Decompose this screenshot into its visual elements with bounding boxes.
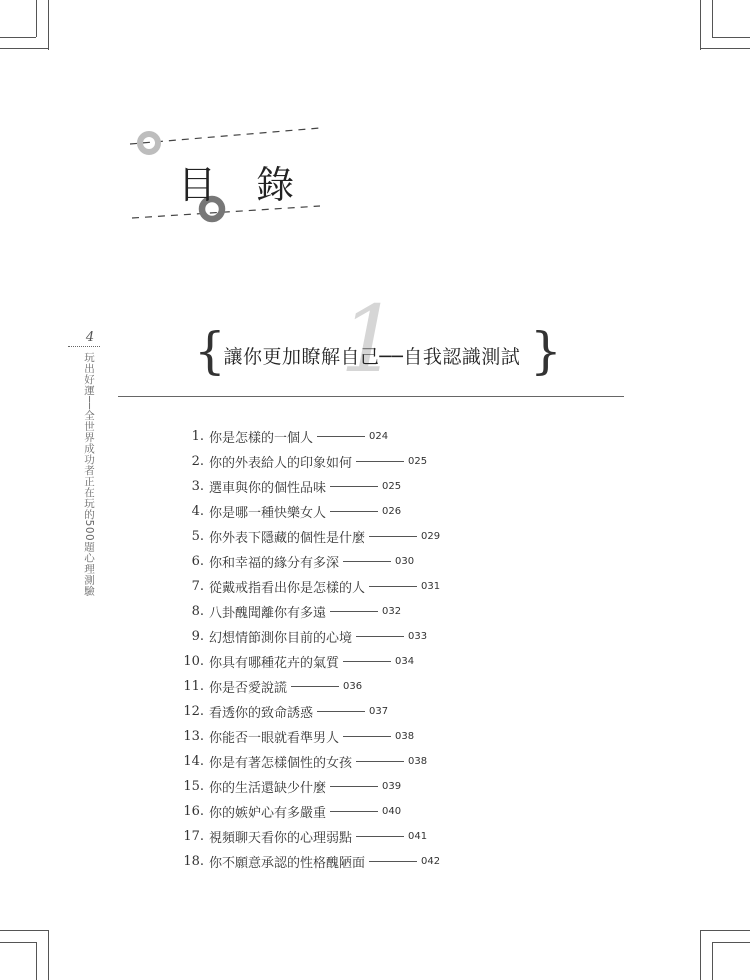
toc-leader-line — [291, 686, 339, 687]
toc-entry — [176, 449, 440, 474]
toc-entry — [176, 624, 440, 649]
toc-entry-page: 037 — [369, 706, 389, 717]
toc-leader-line — [369, 536, 417, 537]
toc-entry-title: 視頻聊天看你的心理弱點 — [209, 831, 353, 846]
toc-entry-title: 八卦醜聞離你有多遠 — [209, 606, 327, 621]
toc-entry — [176, 724, 440, 749]
toc-entry-number: 18. — [183, 854, 204, 869]
page-title: 目 錄 — [178, 163, 309, 207]
toc-entry-number: 2. — [191, 454, 204, 469]
toc-entry-title: 幻想情節測你目前的心境 — [209, 631, 353, 646]
toc-leader-line — [330, 811, 378, 812]
toc-entry — [176, 499, 440, 524]
side-book-title: 玩出好運──全世界成功者正在玩的500題心理測驗 — [83, 352, 95, 597]
toc-entry-number: 6. — [191, 554, 204, 569]
toc-entry-number: 8. — [191, 604, 204, 619]
toc-entry-page: 029 — [421, 531, 441, 542]
toc-entry-number: 14. — [183, 754, 204, 769]
side-dotted-divider — [68, 346, 100, 347]
toc-entry-number: 10. — [183, 654, 204, 669]
toc-entry-number: 13. — [183, 729, 204, 744]
toc-leader-line — [356, 636, 404, 637]
toc-entry-page: 025 — [408, 456, 428, 467]
toc-list — [176, 424, 440, 874]
toc-entry-number: 1. — [191, 429, 204, 444]
toc-entry — [176, 549, 440, 574]
toc-entry — [176, 824, 440, 849]
toc-leader-line — [330, 611, 378, 612]
toc-entry-title: 你不願意承認的性格醜陋面 — [209, 856, 366, 871]
toc-entry — [176, 849, 440, 874]
toc-entry-page: 033 — [408, 631, 428, 642]
toc-entry-page: 039 — [382, 781, 402, 792]
toc-entry-number: 7. — [191, 579, 204, 594]
toc-entry — [176, 674, 440, 699]
toc-entry-title: 你能否一眼就看準男人 — [209, 731, 340, 746]
toc-entry-page: 026 — [382, 506, 402, 517]
toc-entry — [176, 599, 440, 624]
toc-leader-line — [330, 511, 378, 512]
toc-entry-page: 036 — [343, 681, 363, 692]
toc-entry — [176, 774, 440, 799]
toc-entry-number: 15. — [183, 779, 204, 794]
toc-entry-title: 你是怎樣的一個人 — [209, 431, 314, 446]
toc-entry-title: 你的外表給人的印象如何 — [209, 456, 353, 471]
toc-entry-title: 你外表下隱藏的個性是什麼 — [209, 531, 366, 546]
toc-entry — [176, 749, 440, 774]
toc-entry — [176, 699, 440, 724]
toc-entry-page: 040 — [382, 806, 402, 817]
toc-entry-title: 從戴戒指看出你是怎樣的人 — [209, 581, 366, 596]
toc-entry-number: 4. — [191, 504, 204, 519]
toc-entry-number: 17. — [183, 829, 204, 844]
toc-entry — [176, 649, 440, 674]
toc-entry-title: 你的嫉妒心有多嚴重 — [209, 806, 327, 821]
toc-entry — [176, 424, 440, 449]
section-rule — [118, 396, 624, 397]
toc-entry-title: 選車與你的個性品味 — [209, 481, 327, 496]
toc-leader-line — [317, 436, 365, 437]
toc-entry — [176, 524, 440, 549]
toc-leader-line — [330, 486, 378, 487]
toc-entry-page: 025 — [382, 481, 402, 492]
toc-entry — [176, 574, 440, 599]
toc-leader-line — [343, 561, 391, 562]
toc-leader-line — [343, 736, 391, 737]
toc-entry-page: 042 — [421, 856, 441, 867]
toc-leader-line — [356, 461, 404, 462]
toc-entry — [176, 474, 440, 499]
toc-entry-page: 024 — [369, 431, 389, 442]
toc-entry-page: 034 — [395, 656, 415, 667]
toc-entry-page: 030 — [395, 556, 415, 567]
toc-entry — [176, 799, 440, 824]
toc-entry-page: 038 — [408, 756, 428, 767]
toc-leader-line — [369, 586, 417, 587]
toc-entry-number: 16. — [183, 804, 204, 819]
left-brace-icon: { — [194, 322, 226, 380]
toc-entry-title: 你具有哪種花卉的氣質 — [209, 656, 340, 671]
toc-entry-title: 看透你的致命誘惑 — [209, 706, 314, 721]
section-heading: 讓你更加瞭解自己──自我認識測試 — [223, 346, 521, 368]
toc-entry-number: 3. — [191, 479, 204, 494]
toc-leader-line — [369, 861, 417, 862]
toc-entry-page: 032 — [382, 606, 402, 617]
toc-entry-title: 你的生活還缺少什麼 — [209, 781, 327, 796]
toc-entry-number: 9. — [191, 629, 204, 644]
toc-leader-line — [330, 786, 378, 787]
toc-entry-title: 你和幸福的緣分有多深 — [209, 556, 340, 571]
toc-leader-line — [343, 661, 391, 662]
toc-entry-number: 12. — [183, 704, 204, 719]
toc-entry-page: 031 — [421, 581, 441, 592]
toc-leader-line — [356, 836, 404, 837]
side-page-mark: 4 — [85, 330, 95, 345]
right-brace-icon: } — [530, 322, 562, 380]
toc-entry-title: 你是有著怎樣個性的女孩 — [209, 756, 353, 771]
toc-entry-title: 你是否愛說謊 — [209, 681, 288, 696]
toc-entry-title: 你是哪一種快樂女人 — [209, 506, 327, 521]
toc-leader-line — [356, 761, 404, 762]
toc-leader-line — [317, 711, 365, 712]
toc-entry-number: 5. — [191, 529, 204, 544]
toc-entry-number: 11. — [183, 679, 204, 694]
toc-entry-page: 038 — [395, 731, 415, 742]
toc-entry-page: 041 — [408, 831, 428, 842]
section-number: 1 — [340, 286, 399, 393]
